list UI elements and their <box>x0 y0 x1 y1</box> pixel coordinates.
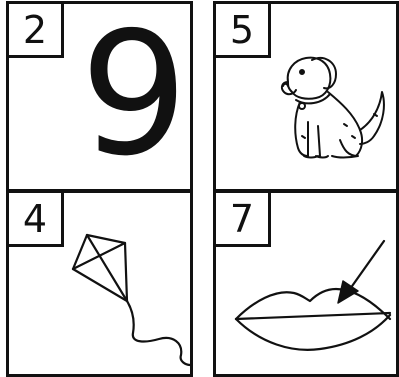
card-number-4 <box>6 190 193 377</box>
dog-picture <box>278 44 398 174</box>
card-number-2 <box>6 1 193 192</box>
card-number-badge: 2 <box>6 1 64 58</box>
card-number-badge: 7 <box>213 190 271 247</box>
card-number-5 <box>213 1 399 192</box>
card-number-7 <box>213 190 399 377</box>
lips-with-arrow-picture <box>224 237 399 367</box>
card-number-badge: 5 <box>213 1 271 58</box>
card-number-badge: 4 <box>6 190 64 247</box>
digit-nine-picture: 9 <box>79 1 189 192</box>
kite-picture <box>67 231 193 371</box>
